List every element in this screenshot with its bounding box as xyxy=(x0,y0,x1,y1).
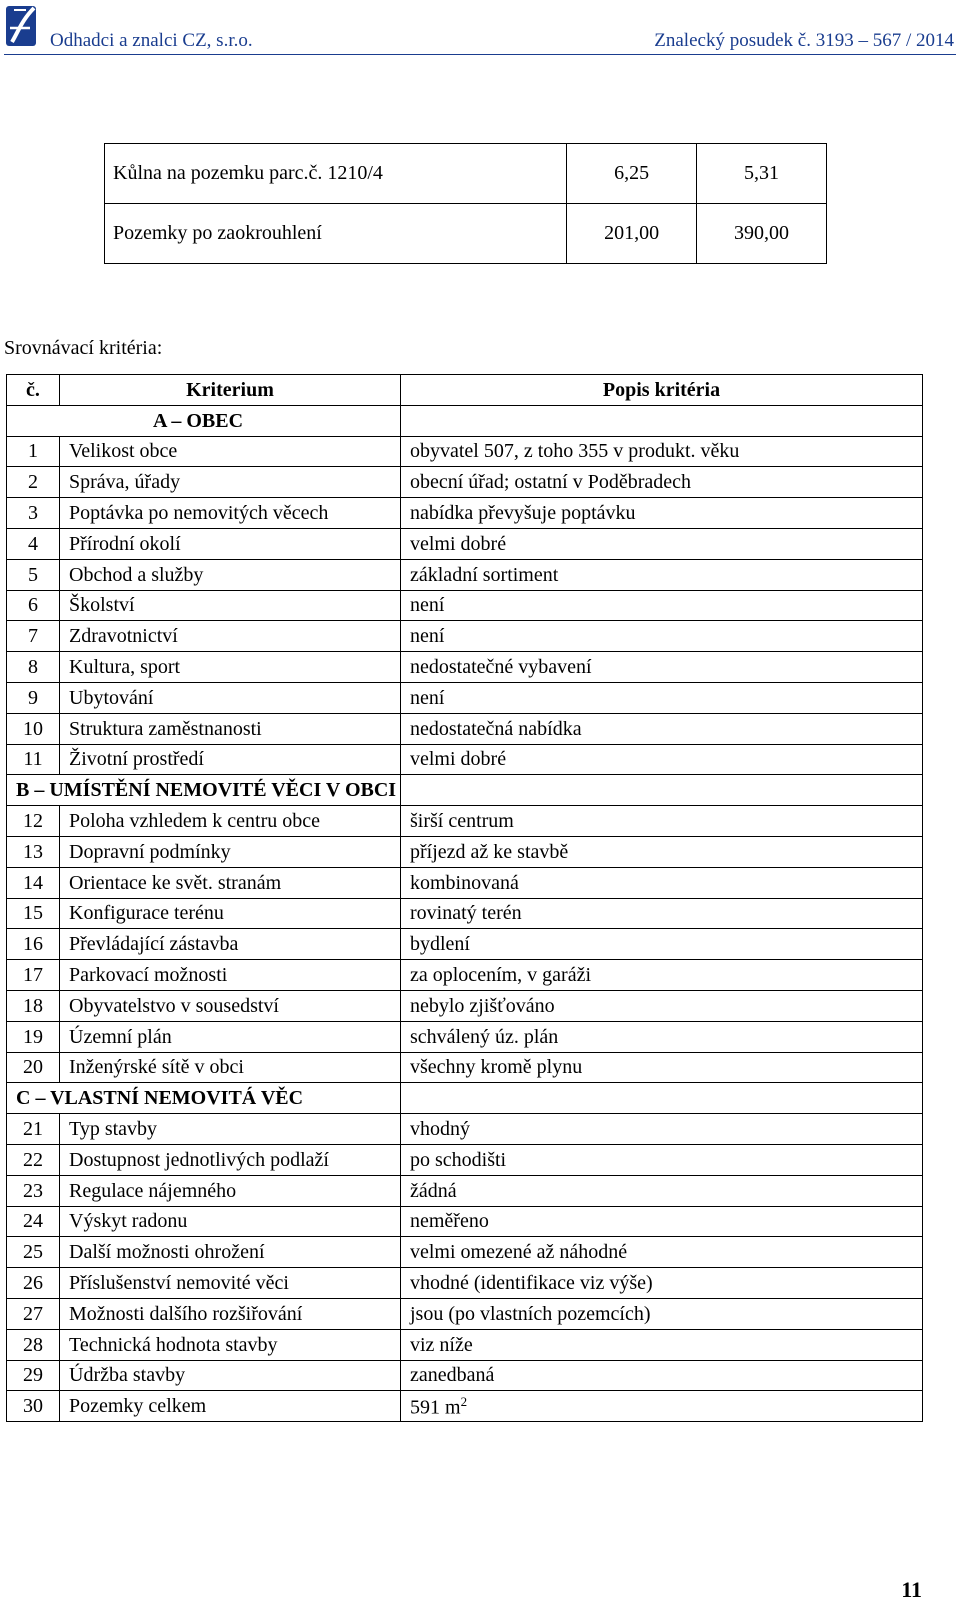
table-row xyxy=(7,559,923,590)
row-criterion: Inženýrské sítě v obci xyxy=(60,1052,401,1083)
summary-label: Pozemky po zaokrouhlení xyxy=(105,204,567,264)
row-criterion: Správa, úřady xyxy=(60,467,401,498)
table-row xyxy=(7,1360,923,1391)
row-number: 29 xyxy=(7,1360,60,1391)
summary-value-2: 390,00 xyxy=(697,204,827,264)
row-criterion: Obchod a služby xyxy=(60,559,401,590)
empty-cell xyxy=(401,1083,923,1114)
row-criterion: Typ stavby xyxy=(60,1114,401,1145)
row-number: 11 xyxy=(7,744,60,775)
header-number: č. xyxy=(7,375,60,406)
row-number: 25 xyxy=(7,1237,60,1268)
row-description xyxy=(401,1391,923,1422)
row-criterion: Velikost obce xyxy=(60,436,401,467)
summary-table xyxy=(104,143,827,264)
table-row xyxy=(7,806,923,837)
row-criterion: Školství xyxy=(60,590,401,621)
row-number: 2 xyxy=(7,467,60,498)
row-number: 16 xyxy=(7,929,60,960)
company-logo-icon xyxy=(4,2,44,52)
row-description: není xyxy=(401,682,923,713)
row-number: 26 xyxy=(7,1268,60,1299)
row-number: 22 xyxy=(7,1144,60,1175)
row-number: 18 xyxy=(7,990,60,1021)
unit-superscript: 2 xyxy=(460,1393,468,1409)
criteria-body xyxy=(7,405,923,1421)
table-row xyxy=(7,682,923,713)
table-row xyxy=(7,528,923,559)
row-description: jsou (po vlastních pozemcích) xyxy=(401,1298,923,1329)
table-row xyxy=(7,1298,923,1329)
table-row xyxy=(7,1329,923,1360)
row-description: rovinatý terén xyxy=(401,898,923,929)
row-number: 15 xyxy=(7,898,60,929)
table-row xyxy=(7,1052,923,1083)
row-number: 21 xyxy=(7,1114,60,1145)
table-row xyxy=(7,867,923,898)
group-heading: A – OBEC xyxy=(7,405,401,436)
row-description: zanedbaná xyxy=(401,1360,923,1391)
row-description: viz níže xyxy=(401,1329,923,1360)
row-criterion: Regulace nájemného xyxy=(60,1175,401,1206)
row-number: 14 xyxy=(7,867,60,898)
summary-value-1: 201,00 xyxy=(567,204,697,264)
table-row xyxy=(7,744,923,775)
row-criterion: Kultura, sport xyxy=(60,652,401,683)
row-number: 9 xyxy=(7,682,60,713)
row-number: 27 xyxy=(7,1298,60,1329)
row-criterion: Ubytování xyxy=(60,682,401,713)
empty-cell xyxy=(401,405,923,436)
row-criterion: Parkovací možnosti xyxy=(60,960,401,991)
row-description: nedostatečná nabídka xyxy=(401,713,923,744)
row-criterion: Struktura zaměstnanosti xyxy=(60,713,401,744)
table-row xyxy=(7,836,923,867)
row-description: širší centrum xyxy=(401,806,923,837)
table-header-row xyxy=(7,375,923,406)
row-criterion: Obyvatelstvo v sousedství xyxy=(60,990,401,1021)
table-row xyxy=(7,652,923,683)
row-criterion: Poloha vzhledem k centru obce xyxy=(60,806,401,837)
group-row xyxy=(7,1083,923,1114)
row-criterion: Údržba stavby xyxy=(60,1360,401,1391)
row-description: obyvatel 507, z toho 355 v produkt. věku xyxy=(401,436,923,467)
row-criterion: Výskyt radonu xyxy=(60,1206,401,1237)
row-description: základní sortiment xyxy=(401,559,923,590)
page-number: 11 xyxy=(901,1577,922,1602)
row-criterion: Příslušenství nemovité věci xyxy=(60,1268,401,1299)
table-row xyxy=(7,498,923,529)
table-row xyxy=(7,1114,923,1145)
row-number: 10 xyxy=(7,713,60,744)
header-criterion: Kriterium xyxy=(60,375,401,406)
row-description: nabídka převyšuje poptávku xyxy=(401,498,923,529)
row-description: není xyxy=(401,590,923,621)
row-number: 4 xyxy=(7,528,60,559)
row-criterion: Životní prostředí xyxy=(60,744,401,775)
group-heading: C – VLASTNÍ NEMOVITÁ VĚC xyxy=(7,1083,401,1114)
table-row xyxy=(7,990,923,1021)
empty-cell xyxy=(401,775,923,806)
table-row xyxy=(105,144,827,204)
row-number: 8 xyxy=(7,652,60,683)
row-criterion: Další možnosti ohrožení xyxy=(60,1237,401,1268)
table-row xyxy=(7,713,923,744)
row-criterion: Konfigurace terénu xyxy=(60,898,401,929)
row-criterion: Orientace ke svět. stranám xyxy=(60,867,401,898)
row-number: 23 xyxy=(7,1175,60,1206)
table-row xyxy=(7,436,923,467)
table-row xyxy=(7,1144,923,1175)
row-number: 28 xyxy=(7,1329,60,1360)
row-description: velmi dobré xyxy=(401,744,923,775)
table-row xyxy=(7,1206,923,1237)
row-description: nebylo zjišťováno xyxy=(401,990,923,1021)
row-description: neměřeno xyxy=(401,1206,923,1237)
row-criterion: Územní plán xyxy=(60,1021,401,1052)
table-row xyxy=(7,1391,923,1422)
row-number: 5 xyxy=(7,559,60,590)
row-number: 3 xyxy=(7,498,60,529)
group-heading: B – UMÍSTĚNÍ NEMOVITÉ VĚCI V OBCI xyxy=(7,775,401,806)
table-row xyxy=(7,1268,923,1299)
row-number: 24 xyxy=(7,1206,60,1237)
group-row xyxy=(7,405,923,436)
table-row xyxy=(7,621,923,652)
row-description: všechny kromě plynu xyxy=(401,1052,923,1083)
report-number: Znalecký posudek č. 3193 – 567 / 2014 xyxy=(654,30,954,51)
row-description: po schodišti xyxy=(401,1144,923,1175)
group-row xyxy=(7,775,923,806)
summary-value-2: 5,31 xyxy=(697,144,827,204)
table-row xyxy=(7,1021,923,1052)
company-name: Odhadci a znalci CZ, s.r.o. xyxy=(50,30,253,51)
row-criterion: Přírodní okolí xyxy=(60,528,401,559)
table-row xyxy=(7,1237,923,1268)
row-description: velmi dobré xyxy=(401,528,923,559)
row-number: 13 xyxy=(7,836,60,867)
row-number: 6 xyxy=(7,590,60,621)
row-number: 7 xyxy=(7,621,60,652)
row-description: velmi omezené až náhodné xyxy=(401,1237,923,1268)
description-text: 591 m xyxy=(410,1396,461,1419)
row-description: příjezd až ke stavbě xyxy=(401,836,923,867)
row-description: vhodné (identifikace viz výše) xyxy=(401,1268,923,1299)
row-number: 1 xyxy=(7,436,60,467)
criteria-table xyxy=(6,374,923,1422)
header-divider xyxy=(4,54,956,55)
row-description: není xyxy=(401,621,923,652)
row-number: 30 xyxy=(7,1391,60,1422)
row-criterion: Převládající zástavba xyxy=(60,929,401,960)
row-description: obecní úřad; ostatní v Poděbradech xyxy=(401,467,923,498)
row-criterion: Dostupnost jednotlivých podlaží xyxy=(60,1144,401,1175)
row-number: 12 xyxy=(7,806,60,837)
row-description: nedostatečné vybavení xyxy=(401,652,923,683)
row-description: schválený úz. plán xyxy=(401,1021,923,1052)
row-description: bydlení xyxy=(401,929,923,960)
row-number: 17 xyxy=(7,960,60,991)
page-header xyxy=(0,0,960,60)
table-row xyxy=(7,929,923,960)
row-criterion: Poptávka po nemovitých věcech xyxy=(60,498,401,529)
row-criterion: Technická hodnota stavby xyxy=(60,1329,401,1360)
table-row xyxy=(7,1175,923,1206)
row-number: 20 xyxy=(7,1052,60,1083)
section-title: Srovnávací kritéria: xyxy=(4,337,163,359)
row-number: 19 xyxy=(7,1021,60,1052)
row-criterion: Zdravotnictví xyxy=(60,621,401,652)
row-criterion: Dopravní podmínky xyxy=(60,836,401,867)
table-row xyxy=(105,204,827,264)
table-row xyxy=(7,590,923,621)
row-description: za oplocením, v garáži xyxy=(401,960,923,991)
summary-value-1: 6,25 xyxy=(567,144,697,204)
table-row xyxy=(7,467,923,498)
row-criterion: Pozemky celkem xyxy=(60,1391,401,1422)
row-description: vhodný xyxy=(401,1114,923,1145)
table-row xyxy=(7,960,923,991)
row-description: kombinovaná xyxy=(401,867,923,898)
table-row xyxy=(7,898,923,929)
row-criterion: Možnosti dalšího rozšiřování xyxy=(60,1298,401,1329)
header-description: Popis kritéria xyxy=(401,375,923,406)
row-description: žádná xyxy=(401,1175,923,1206)
summary-label: Kůlna na pozemku parc.č. 1210/4 xyxy=(105,144,567,204)
